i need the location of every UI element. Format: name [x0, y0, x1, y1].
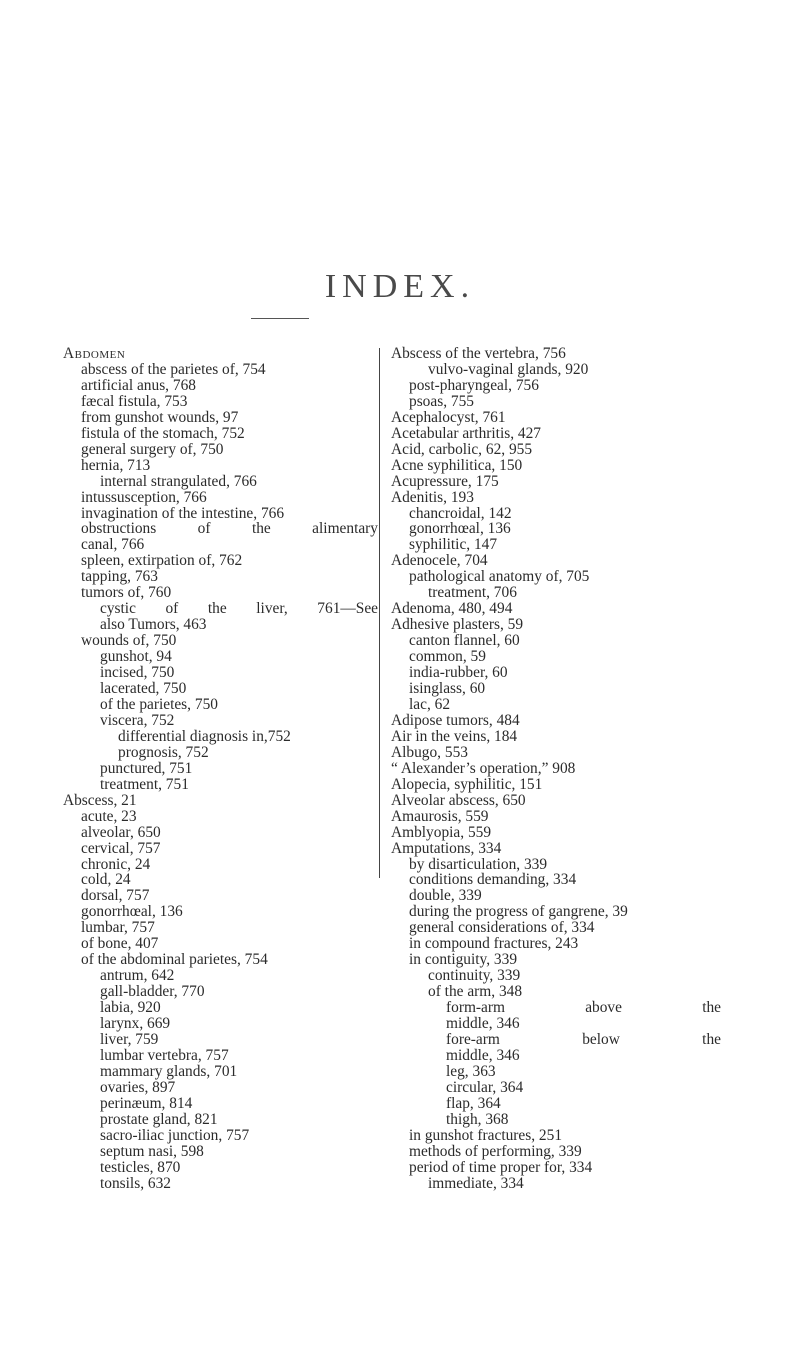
index-heading: Amblyopia, 559 [391, 823, 492, 841]
index-subentry: vulvo-vaginal glands, 920 [428, 360, 589, 378]
index-subentry: perinæum, 814 [100, 1094, 193, 1112]
index-subentry: spleen, extirpation of, 762 [81, 552, 243, 570]
index-subentry: prognosis, 752 [118, 743, 209, 761]
index-subentry: alveolar, 650 [81, 823, 161, 841]
index-subentry: methods of performing, 339 [409, 1142, 582, 1160]
index-subentry: isinglass, 60 [409, 680, 486, 698]
page-title: INDEX. [324, 268, 476, 305]
index-subentry: cold, 24 [81, 871, 131, 889]
index-heading: Adipose tumors, 484 [391, 711, 520, 729]
index-subentry: canal, 766 [81, 536, 145, 554]
index-subentry: labia, 920 [100, 999, 161, 1017]
index-subentry: antrum, 642 [100, 967, 175, 985]
index-subentry: differential diagnosis in,752 [118, 727, 291, 745]
index-subentry: fore-arm below the [446, 1030, 721, 1048]
index-heading: Alopecia, syphilitic, 151 [391, 775, 543, 793]
index-subentry: mammary glands, 701 [100, 1062, 238, 1080]
index-heading: Adenocele, 704 [391, 552, 488, 570]
index-subentry: fæcal fistula, 753 [81, 392, 188, 410]
index-subentry: period of time proper for, 334 [409, 1158, 593, 1176]
index-subentry: thigh, 368 [446, 1110, 509, 1128]
index-subentry: septum nasi, 598 [100, 1142, 204, 1160]
index-subentry: invagination of the intestine, 766 [81, 504, 285, 522]
index-subentry: hernia, 713 [81, 456, 151, 474]
left-index-column [63, 346, 378, 1192]
index-subentry: gall-bladder, 770 [100, 983, 205, 1001]
index-subentry: leg, 363 [446, 1062, 496, 1080]
index-subentry: general surgery of, 750 [81, 440, 224, 458]
index-subentry: cystic of the liver, 761—See [100, 600, 378, 618]
index-subentry: flap, 364 [446, 1094, 501, 1112]
index-subentry: treatment, 751 [100, 775, 189, 793]
index-subentry: gunshot, 94 [100, 648, 172, 666]
index-heading: “ Alexander’s operation,” 908 [391, 759, 576, 777]
index-subentry: punctured, 751 [100, 759, 193, 777]
index-subentry: of the arm, 348 [428, 983, 523, 1001]
index-subentry: from gunshot wounds, 97 [81, 408, 239, 426]
index-subentry: fistula of the stomach, 752 [81, 424, 245, 442]
index-subentry: general considerations of, 334 [409, 919, 595, 937]
index-subentry: viscera, 752 [100, 711, 175, 729]
index-heading: Alveolar abscess, 650 [391, 791, 526, 809]
index-subentry: canton flannel, 60 [409, 632, 520, 650]
index-subentry: continuity, 339 [428, 967, 521, 985]
index-subentry: middle, 346 [446, 1015, 520, 1033]
index-heading: Abdomen [63, 345, 126, 362]
index-subentry: prostate gland, 821 [100, 1110, 218, 1128]
index-subentry: gonorrhœal, 136 [409, 520, 511, 538]
index-subentry: cervical, 757 [81, 839, 161, 857]
index-subentry: lumbar, 757 [81, 919, 155, 937]
index-subentry: lumbar vertebra, 757 [100, 1046, 229, 1064]
index-subentry: form-arm above the [446, 999, 721, 1017]
index-subentry: of the abdominal parietes, 754 [81, 951, 268, 969]
index-subentry: of bone, 407 [81, 935, 159, 953]
title-rule [251, 318, 309, 319]
index-heading: Air in the veins, 184 [391, 727, 518, 745]
index-subentry: india-rubber, 60 [409, 664, 508, 682]
index-subentry: acute, 23 [81, 807, 137, 825]
index-subentry: larynx, 669 [100, 1015, 171, 1033]
index-subentry: also Tumors, 463 [100, 616, 207, 634]
index-subentry: conditions demanding, 334 [409, 871, 577, 889]
index-subentry: common, 59 [409, 648, 486, 666]
index-subentry: psoas, 755 [409, 392, 474, 410]
index-subentry: ovaries, 897 [100, 1078, 176, 1096]
index-heading: Amaurosis, 559 [391, 807, 489, 825]
index-heading: Albugo, 553 [391, 743, 468, 761]
index-subentry: liver, 759 [100, 1030, 159, 1048]
index-subentry: lac, 62 [409, 695, 451, 713]
index-subentry: in contiguity, 339 [409, 951, 518, 969]
index-subentry: gonorrhœal, 136 [81, 903, 183, 921]
index-subentry: post-pharyngeal, 756 [409, 376, 539, 394]
index-subentry: in compound fractures, 243 [409, 935, 579, 953]
index-subentry: by disarticulation, 339 [409, 855, 548, 873]
index-heading: Acetabular arthritis, 427 [391, 424, 542, 442]
index-subentry: circular, 364 [446, 1078, 524, 1096]
index-subentry: internal strangulated, 766 [100, 472, 257, 490]
index-heading: Adenoma, 480, 494 [391, 600, 513, 618]
index-subentry: obstructions of the alimentary [81, 520, 378, 538]
index-subentry: lacerated, 750 [100, 680, 187, 698]
index-subentry: testicles, 870 [100, 1158, 181, 1176]
index-subentry: dorsal, 757 [81, 887, 150, 905]
index-subentry: immediate, 334 [428, 1174, 524, 1192]
index-subentry: pathological anatomy of, 705 [409, 568, 590, 586]
index-subentry: chancroidal, 142 [409, 504, 512, 522]
index-heading: Amputations, 334 [391, 839, 502, 857]
index-subentry: wounds of, 750 [81, 632, 177, 650]
index-heading: Acid, carbolic, 62, 955 [391, 440, 533, 458]
index-heading: Acupressure, 175 [391, 472, 499, 490]
index-heading: Acephalocyst, 761 [391, 408, 506, 426]
index-heading: Adhesive plasters, 59 [391, 616, 524, 634]
index-subentry: during the progress of gangrene, 39 [409, 903, 628, 921]
index-subentry: tapping, 763 [81, 568, 158, 586]
index-heading: Abscess, 21 [63, 791, 137, 809]
index-subentry: artificial anus, 768 [81, 376, 196, 394]
index-subentry: middle, 346 [446, 1046, 520, 1064]
index-subentry: incised, 750 [100, 664, 175, 682]
index-subentry: sacro-iliac junction, 757 [100, 1126, 250, 1144]
index-subentry: double, 339 [409, 887, 482, 905]
column-divider [379, 348, 380, 878]
index-heading: Abscess of the vertebra, 756 [391, 345, 566, 362]
right-index-column [391, 346, 721, 1192]
index-subentry: of the parietes, 750 [100, 695, 218, 713]
index-subentry: tumors of, 760 [81, 584, 172, 602]
index-subentry: treatment, 706 [428, 584, 517, 602]
index-subentry: intussusception, 766 [81, 488, 207, 506]
index-subentry: abscess of the parietes of, 754 [81, 360, 266, 378]
index-heading: Adenitis, 193 [391, 488, 474, 506]
index-subentry: tonsils, 632 [100, 1174, 171, 1192]
index-subentry: in gunshot fractures, 251 [409, 1126, 563, 1144]
index-subentry: syphilitic, 147 [409, 536, 498, 554]
index-heading: Acne syphilitica, 150 [391, 456, 523, 474]
index-subentry: chronic, 24 [81, 855, 151, 873]
